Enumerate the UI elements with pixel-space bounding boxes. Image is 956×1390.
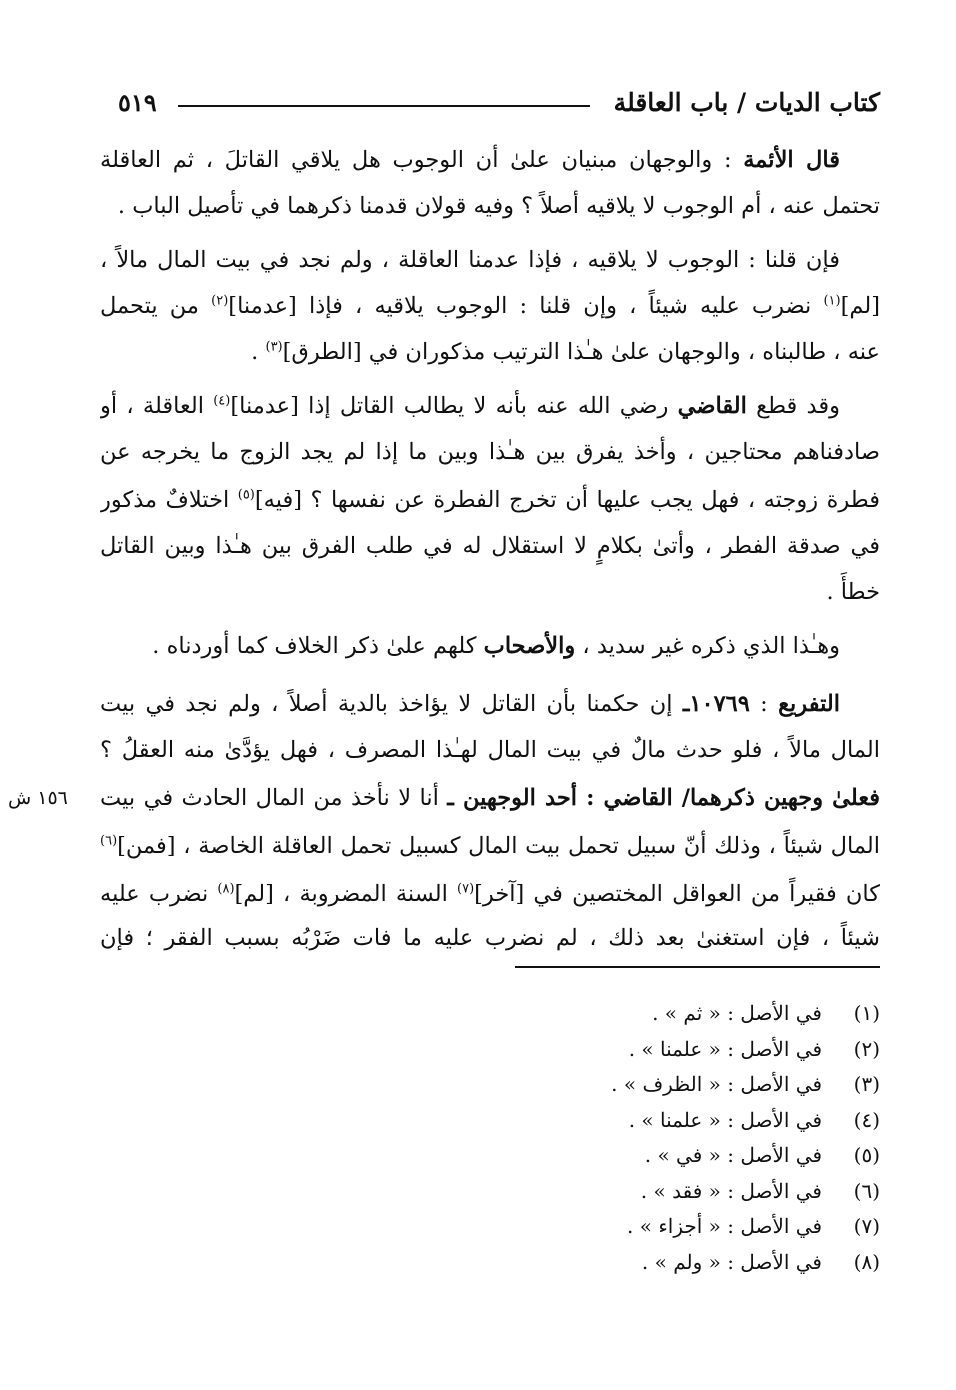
footnote-number: (٣) bbox=[853, 1072, 880, 1096]
page-number: ٥١٩ bbox=[118, 88, 157, 117]
footnote-ref: (٢) bbox=[211, 293, 229, 309]
p5-text: المال شيئاً ، وذلك أنّ سبيل تحمل بيت المال كسبيل تحمل العاقلة الخاصة ، [فمن] bbox=[117, 833, 880, 859]
p1-line-1 bbox=[100, 140, 880, 180]
p5-text: أنا لا نأخذ من المال الحادث في بيت bbox=[100, 785, 448, 811]
footnote-text: في الأصل : « فقد » . bbox=[640, 1178, 822, 1203]
footnote-ref: (١) bbox=[823, 293, 841, 309]
footnote-text: في الأصل : « في » . bbox=[644, 1143, 822, 1167]
p5-bold-heading: التفريع bbox=[778, 691, 840, 717]
footnote-item bbox=[180, 1209, 880, 1243]
p1-line-2: تحتمل عنه ، أم الوجوب لا يلاقيه أصلاً ؟ وفيه قولان قدمنا ذكرهما في تأصيل الباب . bbox=[117, 193, 880, 219]
header-rule bbox=[178, 105, 590, 107]
p5-text: السنة المضروبة ، [لم] bbox=[234, 881, 458, 907]
footnote-number: (٤) bbox=[853, 1107, 880, 1132]
footnote-text: في الأصل : « علمنا » . bbox=[628, 1107, 822, 1132]
p5-line-5 bbox=[100, 874, 880, 914]
footnote-text: في الأصل : « ثم » . bbox=[652, 1001, 822, 1025]
footnote-number: (٧) bbox=[853, 1214, 880, 1238]
p1-text: : والوجهان مبنيان علىٰ أن الوجوب هل يلاقي القاتلَ ، ثم العاقلة bbox=[100, 147, 744, 173]
footnote-ref: (٥) bbox=[237, 487, 255, 503]
p5-line-4 bbox=[100, 826, 880, 866]
p3-line-1 bbox=[100, 386, 880, 426]
footnote-number: (١) bbox=[853, 1001, 880, 1025]
chapter-title: كتاب الديات / باب العاقلة bbox=[613, 88, 880, 117]
p2-line-3 bbox=[100, 332, 880, 372]
issue-number: ١٠٧٦٩ـ bbox=[682, 691, 750, 717]
p4-bold-term: والأصحاب bbox=[483, 633, 576, 659]
p2-text: فإن قلنا : الوجوب لا يلاقيه ، فإذا عدمنا العاقلة ، ولم نجد في بيت المال مالاً ، bbox=[100, 247, 840, 273]
running-header bbox=[118, 88, 880, 124]
footnote-item bbox=[180, 1032, 880, 1066]
footnote-ref: (٨) bbox=[217, 881, 235, 897]
p3-line-4: في صدقة الفطر ، وأتىٰ بكلامٍ لا استقلال له في طلب الفرق بين هـٰذا وبين القاتل bbox=[100, 533, 880, 559]
p3-text: رضي الله عنه بأنه لا يطالب القاتل إذا [عدمنا] bbox=[230, 393, 678, 419]
footnote-item bbox=[180, 996, 880, 1030]
p2-text: من يتحمل bbox=[100, 293, 212, 319]
footnote-rule bbox=[515, 966, 880, 968]
footnote-text: في الأصل : « ولم » . bbox=[641, 1249, 822, 1274]
p5-text: نضرب عليه bbox=[100, 881, 218, 907]
p5-line-3 bbox=[100, 778, 880, 818]
footnote-item bbox=[180, 1174, 880, 1208]
p2-line-1 bbox=[100, 240, 880, 280]
footnote-item bbox=[180, 1138, 880, 1172]
p3-line-5: خطأً . bbox=[826, 579, 880, 605]
footnote-text: في الأصل : « الظرف » . bbox=[611, 1072, 822, 1096]
p3-text: فطرة زوجته ، فهل يجب عليها أن تخرج الفطرة عن نفسها ؟ [فيه] bbox=[254, 487, 880, 513]
p4-text: وهـٰذا الذي ذكره غير سديد ، bbox=[575, 633, 840, 659]
p5-line-2: المال مالاً ، فلو حدث مالٌ في بيت المال لهـٰذا المصرف ، فهل يؤدَّىٰ منه العقلُ ؟ bbox=[100, 737, 880, 763]
manuscript-folio-note: ١٥٦ ش bbox=[8, 787, 68, 809]
p5-text: كان فقيراً من العواقل المختصين في [آخر] bbox=[474, 881, 880, 907]
p3-line-3 bbox=[100, 480, 880, 520]
p2-text: . bbox=[251, 339, 266, 365]
footnote-item bbox=[180, 1103, 880, 1137]
footnote-number: (٨) bbox=[853, 1249, 880, 1274]
p2-text: نضرب عليه شيئاً ، وإن قلنا : الوجوب يلاقيه ، فإذا [عدمنا] bbox=[228, 293, 824, 319]
footnote-number: (٥) bbox=[853, 1143, 880, 1167]
p4-line-1 bbox=[100, 626, 880, 666]
footnote-text: في الأصل : « أجزاء » . bbox=[627, 1214, 822, 1238]
p3-bold-term: القاضي bbox=[677, 393, 747, 419]
p2-text: عنه ، طالبناه ، والوجهان علىٰ هـٰذا الترتيب مذكوران في [الطرق] bbox=[282, 339, 880, 365]
footnote-text: في الأصل : « علمنا » . bbox=[628, 1036, 822, 1061]
p5-text: : bbox=[749, 691, 779, 717]
p1-bold-term: قال الأئمة bbox=[743, 147, 840, 173]
footnote-ref: (٧) bbox=[457, 881, 475, 897]
footnote-item bbox=[180, 1067, 880, 1101]
footnote-number: (٦) bbox=[853, 1178, 880, 1203]
p3-text: اختلافٌ مذكور bbox=[100, 487, 238, 513]
footnote-ref: (٦) bbox=[100, 833, 118, 849]
p5-bold-term: فعلىٰ وجهين ذكرهما/ القاضي : أحد الوجهين ـ bbox=[447, 785, 880, 811]
p3-line-2: صادفناهم محتاجين ، وأخذ يفرق بين هـٰذا وبين ما إذا لم يجد الزوج ما يخرجه عن bbox=[100, 439, 880, 465]
p5-line-1 bbox=[100, 684, 880, 724]
p5-text: إن حكمنا بأن القاتل لا يؤاخذ بالدية أصلاً ، ولم نجد في بيت bbox=[100, 691, 683, 717]
p5-line-6: شيئاً ، فإن استغنىٰ بعد ذلك ، لم نضرب عليه ما فات ضَرْبُه بسبب الفقر ؛ فإن bbox=[100, 925, 880, 951]
p2-text: [لم] bbox=[840, 293, 880, 319]
footnote-item bbox=[180, 1245, 880, 1279]
footnote-ref: (٤) bbox=[213, 393, 231, 409]
p3-text: وقد قطع bbox=[746, 393, 840, 419]
p3-text: العاقلة ، أو bbox=[100, 393, 214, 419]
footnote-ref: (٣) bbox=[265, 339, 283, 355]
footnote-number: (٢) bbox=[853, 1036, 880, 1061]
p4-text: كلهم علىٰ ذكر الخلاف كما أوردناه . bbox=[152, 633, 484, 659]
p2-line-2 bbox=[100, 286, 880, 326]
